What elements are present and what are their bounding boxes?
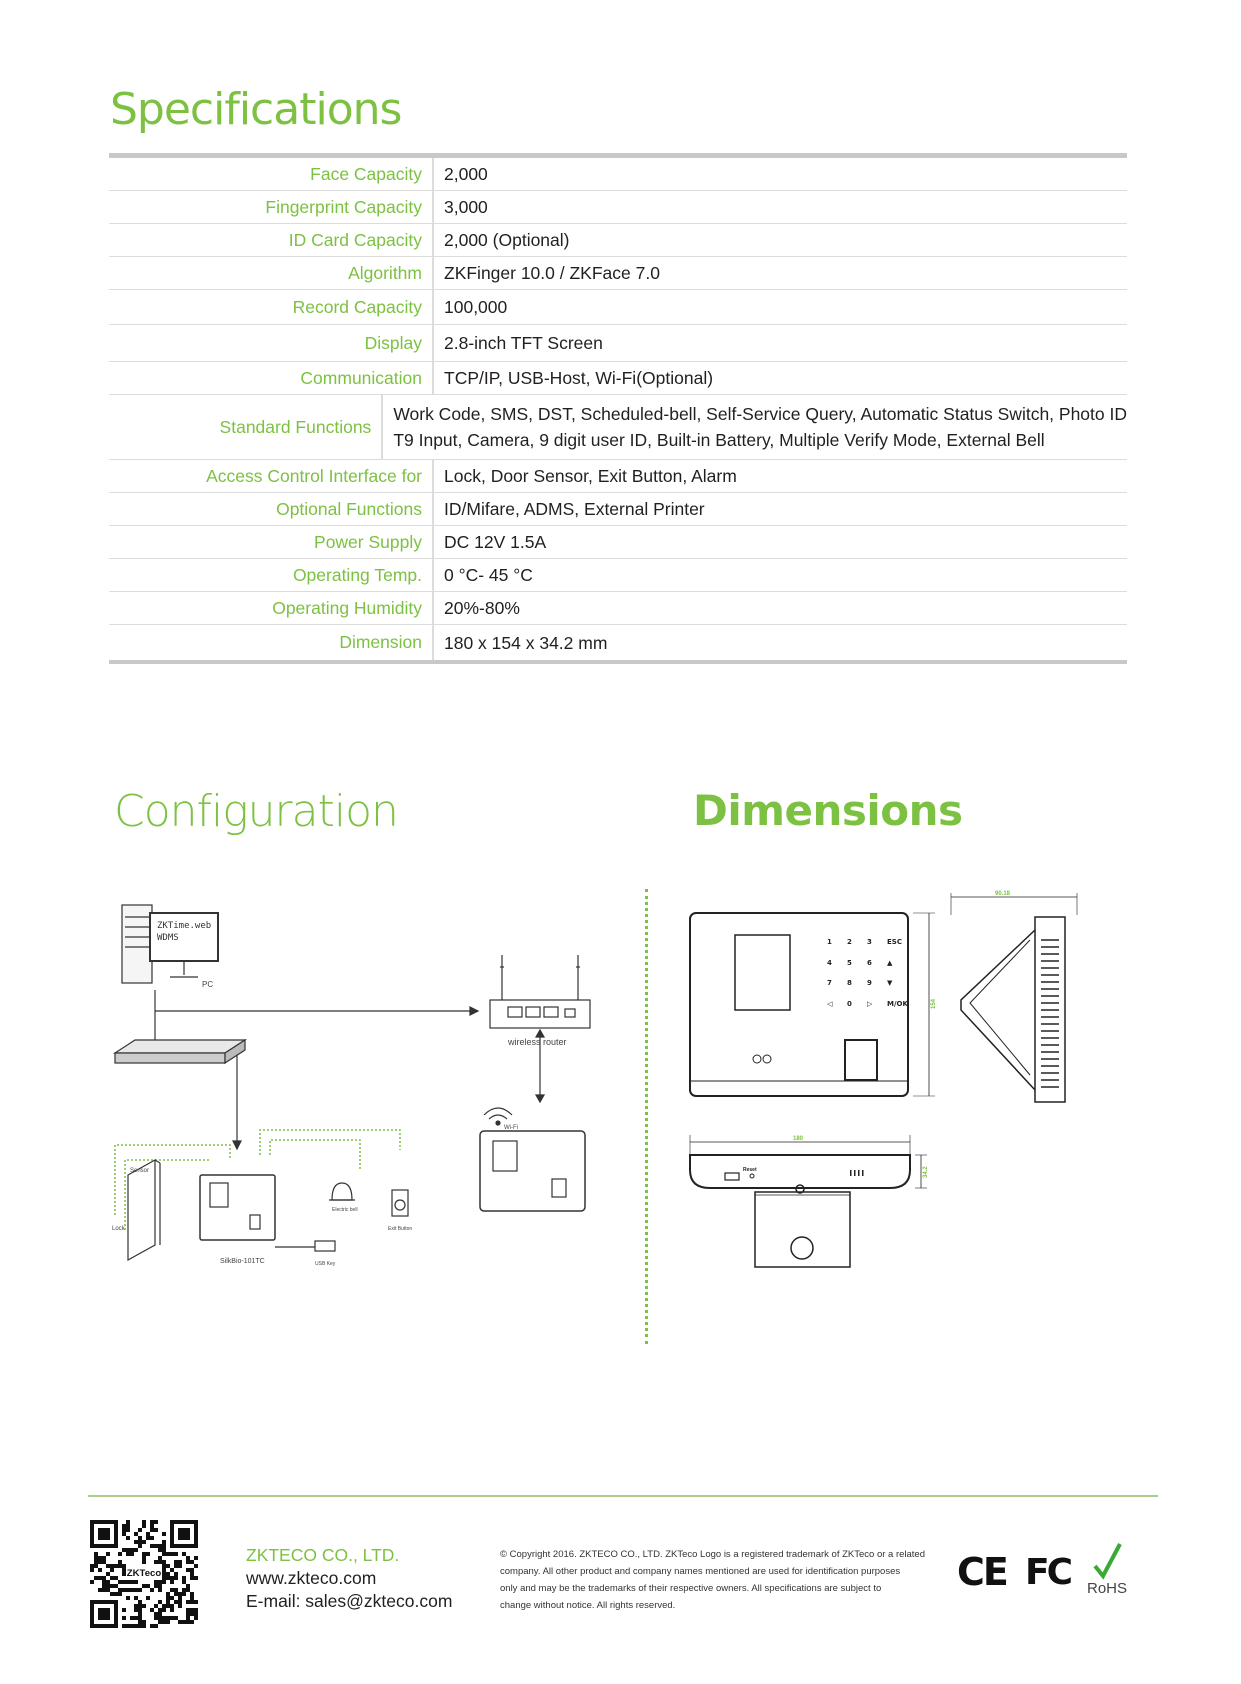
spec-label: ID Card Capacity [109, 224, 434, 256]
spec-value-line: 20%-80% [444, 598, 520, 618]
keypad-key: 3 [867, 938, 872, 946]
spec-value [434, 460, 737, 492]
spec-value [434, 526, 546, 558]
keypad-key: 5 [847, 959, 852, 967]
spec-value-line: 180 x 154 x 34.2 mm [444, 632, 608, 653]
keypad-key: 0 [847, 1000, 852, 1008]
copyright-line: company. All other product and company names mentioned are used for identification purposes [500, 1566, 901, 1577]
keypad-key: 4 [827, 959, 832, 967]
router-label: wireless router [508, 1037, 567, 1047]
footer-rule [88, 1495, 1158, 1497]
rohs-check-icon [1095, 1544, 1120, 1576]
specifications-title: Specifications [110, 84, 402, 135]
company-info [246, 1544, 452, 1613]
wifi-label: Wi-Fi [504, 1125, 518, 1131]
spec-label: Record Capacity [109, 290, 434, 324]
configuration-title: Configuration [114, 786, 398, 837]
spec-value [434, 191, 488, 223]
spec-label: Power Supply [109, 526, 434, 558]
keypad-key: ▲ [887, 959, 893, 967]
spec-value-line: 2.8-inch TFT Screen [444, 333, 603, 353]
company-email[interactable]: E-mail: sales@zkteco.com [246, 1591, 453, 1611]
company-website[interactable]: www.zkteco.com [246, 1568, 377, 1588]
spec-label: Dimension [109, 625, 434, 660]
dim-depth-label: 90.18 [995, 891, 1011, 897]
keypad-key: ▷ [867, 1000, 873, 1008]
spec-value [434, 559, 533, 591]
spec-label: Fingerprint Capacity [109, 191, 434, 223]
spec-row [109, 592, 1127, 625]
spec-value-line: T9 Input, Camera, 9 digit user ID, Built-in Battery, Multiple Verify Mode, External Bell [393, 430, 1045, 450]
sensor-label: Sensor [130, 1168, 150, 1174]
screen-text-1: ZKTime.web [157, 921, 212, 931]
usb-label: USB Key [315, 1261, 336, 1267]
spec-value [434, 493, 705, 525]
spec-row [109, 625, 1127, 660]
spec-value-line: 3,000 [444, 197, 488, 217]
copyright-line: only and may be the trademarks of their respective owners. All specifications are subject to [500, 1583, 882, 1594]
spec-label: Communication [109, 362, 434, 394]
spec-value-line: 2,000 [444, 164, 488, 184]
keypad-key: 7 [827, 979, 832, 987]
spec-value-line: DC 12V 1.5A [444, 532, 547, 552]
lock-label: Lock [112, 1226, 125, 1232]
spec-value-line: 2,000 (Optional) [444, 230, 570, 250]
copyright-line: change without notice. All rights reserved. [500, 1600, 676, 1611]
spec-value [383, 395, 1127, 459]
keypad-key: ESC [887, 938, 902, 946]
spec-value [434, 257, 660, 289]
spec-row [109, 290, 1127, 325]
spec-value [434, 158, 488, 190]
spec-label: Operating Temp. [109, 559, 434, 591]
spec-row [109, 559, 1127, 592]
spec-value [434, 224, 570, 256]
spec-label: Optional Functions [109, 493, 434, 525]
copyright-line: © Copyright 2016. ZKTECO CO., LTD. ZKTeco Logo is a registered trademark of ZKTeco or a related [500, 1549, 925, 1560]
spec-value [434, 592, 520, 624]
copyright-notice [500, 1546, 925, 1614]
keypad-key: 9 [867, 979, 872, 987]
keypad-key: ◁ [827, 1000, 833, 1008]
qr-logo: ZKTeco [126, 1568, 162, 1579]
spec-row [109, 493, 1127, 526]
spec-value-line: Work Code, SMS, DST, Scheduled-bell, Self-Service Query, Automatic Status Switch, Photo ID [393, 404, 1127, 424]
device-label: SilkBio-101TC [220, 1258, 265, 1265]
spec-label: Display [109, 325, 434, 361]
spec-label: Face Capacity [109, 158, 434, 190]
rohs-mark: RoHS [1087, 1580, 1128, 1597]
spec-row [109, 325, 1127, 362]
dimensions-title: Dimensions [693, 786, 963, 835]
spec-value [434, 290, 507, 324]
bell-label: Electric bell [332, 1207, 358, 1213]
dim-height-label: 154 [931, 998, 937, 1009]
keypad-key: 8 [847, 979, 852, 987]
keypad-key: 1 [827, 938, 832, 946]
spec-label: Algorithm [109, 257, 434, 289]
dim-thickness-label: 34.2 [923, 1166, 929, 1178]
screen-text-2: WDMS [157, 933, 179, 943]
spec-row [109, 395, 1127, 460]
spec-row [109, 191, 1127, 224]
pc-label: PC [202, 980, 214, 989]
fc-mark: FC [1025, 1552, 1071, 1593]
spec-value-line: ZKFinger 10.0 / ZKFace 7.0 [444, 263, 660, 283]
spec-value [434, 625, 607, 660]
spec-value-line: ID/Mifare, ADMS, External Printer [444, 499, 705, 519]
section-divider [645, 889, 648, 1344]
spec-label: Operating Humidity [109, 592, 434, 624]
spec-row [109, 526, 1127, 559]
keypad-key: ▼ [887, 979, 893, 987]
spec-value-line: TCP/IP, USB-Host, Wi-Fi(Optional) [444, 368, 714, 388]
spec-value-line: Lock, Door Sensor, Exit Button, Alarm [444, 466, 737, 486]
spec-row [109, 460, 1127, 493]
spec-row [109, 257, 1127, 290]
ce-mark: CE [957, 1550, 1007, 1594]
dimensions-diagram [685, 885, 1105, 1315]
qr-code [90, 1520, 198, 1628]
spec-label: Standard Functions [109, 395, 383, 459]
keypad-labels [827, 938, 908, 1008]
keypad-key: 2 [847, 938, 852, 946]
keypad-key: 6 [867, 959, 872, 967]
spec-row [109, 224, 1127, 257]
spec-row [109, 158, 1127, 191]
dim-width-label: 180 [793, 1136, 804, 1142]
exit-label: Exit Button [388, 1226, 413, 1232]
keypad-key: M/OK [887, 1000, 908, 1008]
spec-table [109, 153, 1127, 664]
reset-label: Reset [743, 1167, 757, 1173]
spec-value [434, 325, 603, 361]
configuration-diagram [110, 885, 630, 1285]
company-name: ZKTECO CO., LTD. [246, 1545, 400, 1565]
spec-value-line: 0 °C- 45 °C [444, 565, 533, 585]
spec-value-line: 100,000 [444, 297, 508, 317]
spec-row [109, 362, 1127, 395]
certification-logos [955, 1538, 1140, 1598]
spec-value [434, 362, 713, 394]
spec-label: Access Control Interface for [109, 460, 434, 492]
